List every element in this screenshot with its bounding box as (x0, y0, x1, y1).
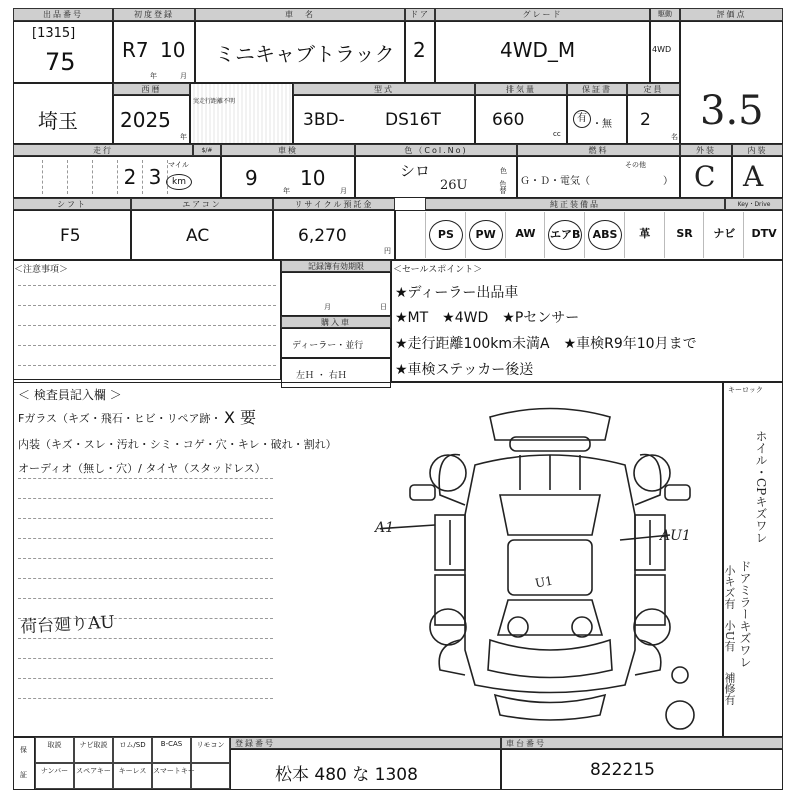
equipment-header: 純正装備品 (425, 198, 725, 210)
capacity-unit: 名 (671, 133, 678, 141)
mileage-digit: 2 (118, 160, 143, 194)
record-month-unit: 月 (324, 303, 331, 311)
side-note-4: 小U有 (723, 620, 736, 652)
inspector-label: ＜ 検査員記入欄 ＞ (18, 388, 122, 402)
paint-sub: 色 (500, 167, 507, 175)
shaken-year: 9 (245, 166, 258, 190)
shaken-header: 車検 (221, 144, 355, 156)
purchase-dealer: ディーラー・並行 (292, 341, 364, 351)
mileage-digit (93, 160, 118, 194)
interior-value: A (743, 160, 764, 193)
score-header: 評価点 (680, 8, 783, 21)
accessory-label: キーレス (118, 767, 147, 775)
equipment-item (544, 212, 584, 258)
drive-header: 駆動 (650, 8, 680, 21)
location-value: 埼玉 (38, 109, 78, 133)
record-day-unit: 日 (380, 303, 387, 311)
kilolock-label: キーロック (728, 386, 763, 394)
exterior-header: 外装 (680, 144, 732, 156)
fuel-header: 燃料 (517, 144, 680, 156)
fuel-close: ） (663, 176, 673, 187)
equipment-item (505, 212, 545, 258)
aircon-value: AC (186, 226, 210, 246)
equipment-label: PS (429, 220, 463, 250)
aircon-header: エアコン (131, 198, 273, 210)
accessory-cell (35, 763, 74, 789)
score-handwritten: 3.5 (700, 88, 764, 134)
mileage-digit (18, 160, 43, 194)
grade-value: 4WD_M (500, 38, 576, 62)
inspector-line (18, 578, 273, 579)
accessory-label: B-CAS (160, 740, 183, 748)
warranty-yes-mark: 有 (573, 110, 591, 128)
displacement-unit: cc (553, 130, 561, 138)
inspector-line (18, 558, 273, 559)
inspector-line (18, 478, 273, 479)
sales-point-2: ★MT ★4WD ★Pセンサー (395, 310, 580, 326)
side-note-3: 小キズ有 (723, 565, 736, 609)
equipment-label: 革 (639, 227, 651, 240)
sales-point-3: ★走行距離100km未満A ★車検R9年10月まで (395, 336, 697, 352)
accessory-cell (74, 763, 113, 789)
mark-u1: U1 (533, 573, 554, 591)
accessory-cell (152, 763, 195, 789)
equipment-label: PW (469, 220, 503, 250)
capacity-value: 2 (640, 110, 651, 130)
lot-number: 75 (45, 48, 76, 76)
fuel-options: Ｇ・Ｄ・電気（ (520, 176, 590, 187)
lot-bracket: [1315] (32, 26, 76, 41)
mileage-digit (68, 160, 93, 194)
reg-no-header: 登録番号 (230, 737, 501, 749)
sales-point-1: ★ディーラー出品車 (395, 285, 519, 301)
displacement-header: 排気量 (475, 83, 567, 95)
cargo-note: 荷台廻りAU (19, 612, 116, 638)
shaken-month: 10 (300, 166, 326, 190)
equipment-label: ナビ (713, 227, 736, 240)
accessory-cell (35, 737, 74, 763)
inspector-line-2: 内装（キズ・スレ・汚れ・シミ・コゲ・穴・キレ・破れ・割れ） (18, 438, 337, 451)
paint-label: 色替 (499, 180, 507, 194)
accessory-label: ロム/SD (119, 741, 146, 749)
equipment-label: AW (515, 227, 536, 240)
color-name: シロ (400, 162, 431, 180)
doors-header: ドア (405, 8, 435, 21)
reg-era: R7 (122, 38, 149, 62)
reg-year-unit: 年 (150, 72, 157, 80)
key-drive-header: Key・Drive (725, 198, 783, 210)
recycle-header: リサイクル預託金 (273, 198, 395, 210)
accessory-cell (191, 763, 230, 789)
accessory-cell (113, 737, 152, 763)
accessory-cell (152, 737, 191, 763)
car-name-header: 車 名 (195, 8, 405, 21)
chassis-value: 822215 (590, 760, 655, 780)
attention-line (18, 365, 276, 366)
equipment-item (465, 212, 505, 258)
equipment-item (703, 212, 743, 258)
side-note-2: ドアミラーキズワレ (738, 560, 752, 668)
reg-no-value: 松本 480 な 1308 (275, 765, 418, 785)
shaken-year-unit: 年 (283, 187, 290, 195)
bottom-label-1: 保 (20, 746, 27, 754)
shift-header: シフト (13, 198, 131, 210)
owner-note-box (190, 83, 293, 144)
inspector-line (18, 698, 273, 699)
attention-line (18, 325, 276, 326)
equipment-label: エアB (548, 220, 582, 250)
side-note-5: 補修有 (723, 672, 736, 705)
mileage-digit (43, 160, 68, 194)
attention-line (18, 345, 276, 346)
inspector-line-1: Fガラス（キズ・飛石・ヒビ・リペア跡・ (18, 412, 222, 425)
year-value: 2025 (120, 108, 171, 132)
color-code: 26U (440, 178, 468, 193)
fglass-mark: X 要 (224, 408, 257, 427)
side-note-1: ホイル・CPキズワレ (754, 430, 768, 544)
lot-number-header: 出品番号 (13, 8, 113, 21)
inspector-line-3: オーディオ（無し・穴）/ タイヤ（スタッドレス） (18, 462, 266, 475)
model-header: 型式 (293, 83, 475, 95)
grade-header: グレード (435, 8, 650, 21)
warranty-no: ・無 (592, 119, 612, 130)
accessory-label: 取説 (47, 741, 62, 749)
interior-header: 内装 (732, 144, 783, 156)
mark-a1: A1 (375, 520, 395, 536)
model-prefix: 3BD- (303, 110, 345, 130)
equipment-label: SR (676, 227, 693, 240)
purchase-header: 購入車 (281, 316, 391, 328)
owner-note: 実走行距離不明 (193, 98, 236, 105)
attention-line (18, 305, 276, 306)
attention-label: ＜注意事項＞ (14, 265, 69, 275)
exterior-value: C (694, 160, 716, 193)
attention-line (18, 285, 276, 286)
drive-value: 4WD (652, 45, 672, 54)
shaken-month-unit: 月 (340, 187, 347, 195)
first-reg-header: 初度登録 (113, 8, 195, 21)
inspector-line (18, 658, 273, 659)
sales-point-4: ★車検ステッカー後送 (395, 362, 534, 378)
bottom-label-2: 証 (20, 771, 27, 779)
equipment-label: DTV (751, 227, 777, 240)
record-header: 記録簿有効期限 (281, 260, 391, 272)
sales-point-label: ＜セールスポイント＞ (393, 265, 483, 275)
chassis-header: 車台番号 (501, 737, 783, 749)
reg-month: 10 (160, 38, 186, 62)
inspector-line (18, 598, 273, 599)
fuel-other: その他 (625, 161, 646, 169)
mileage-unit-top: マイル (168, 161, 189, 169)
accessory-label: スペアキー (76, 767, 111, 775)
vehicle-diagram (380, 395, 720, 735)
displacement-value: 660 (492, 110, 525, 130)
mark-au1: AU1 (660, 528, 691, 544)
inspector-line (18, 638, 273, 639)
reg-month-unit: 月 (180, 72, 187, 80)
equipment-item (584, 212, 624, 258)
equipment-item (425, 212, 465, 258)
doors-value: 2 (413, 38, 426, 62)
shift-value: F5 (60, 226, 81, 246)
car-name: ミニキャブトラック (215, 42, 395, 66)
year-unit: 年 (180, 133, 187, 141)
equipment-item (624, 212, 664, 258)
accessory-label: リモコン (196, 741, 225, 749)
inspector-line (18, 518, 273, 519)
dollar-header: $/# (193, 144, 221, 156)
nengo-header: 西暦 (113, 83, 190, 95)
model-code: DS16T (385, 110, 441, 130)
accessory-label: ナンバー (40, 767, 69, 775)
accessory-cell (191, 737, 230, 763)
recycle-unit: 円 (384, 247, 391, 255)
recycle-value: 6,270 (298, 226, 347, 246)
accessory-label: スマートキー (153, 767, 195, 775)
equipment-label: ABS (588, 220, 622, 250)
equipment-item (664, 212, 704, 258)
purchase-handle: 左Ｈ ・ 右Ｈ (296, 371, 347, 381)
inspector-line (18, 678, 273, 679)
warranty-header: 保証書 (567, 83, 627, 95)
equipment-item (743, 212, 783, 258)
accessory-label: ナビ取説 (79, 741, 108, 749)
inspector-line (18, 538, 273, 539)
accessory-cell (74, 737, 113, 763)
mileage-digit: 3 (143, 160, 168, 194)
record-box (281, 272, 391, 316)
mileage-header: 走行 (13, 144, 193, 156)
mileage-km-mark: km (166, 174, 192, 190)
color-header: 色（Col.No) (355, 144, 517, 156)
capacity-header: 定員 (627, 83, 680, 95)
inspector-line (18, 498, 273, 499)
accessory-cell (113, 763, 152, 789)
attention-box (13, 260, 281, 380)
color-box (355, 156, 517, 198)
